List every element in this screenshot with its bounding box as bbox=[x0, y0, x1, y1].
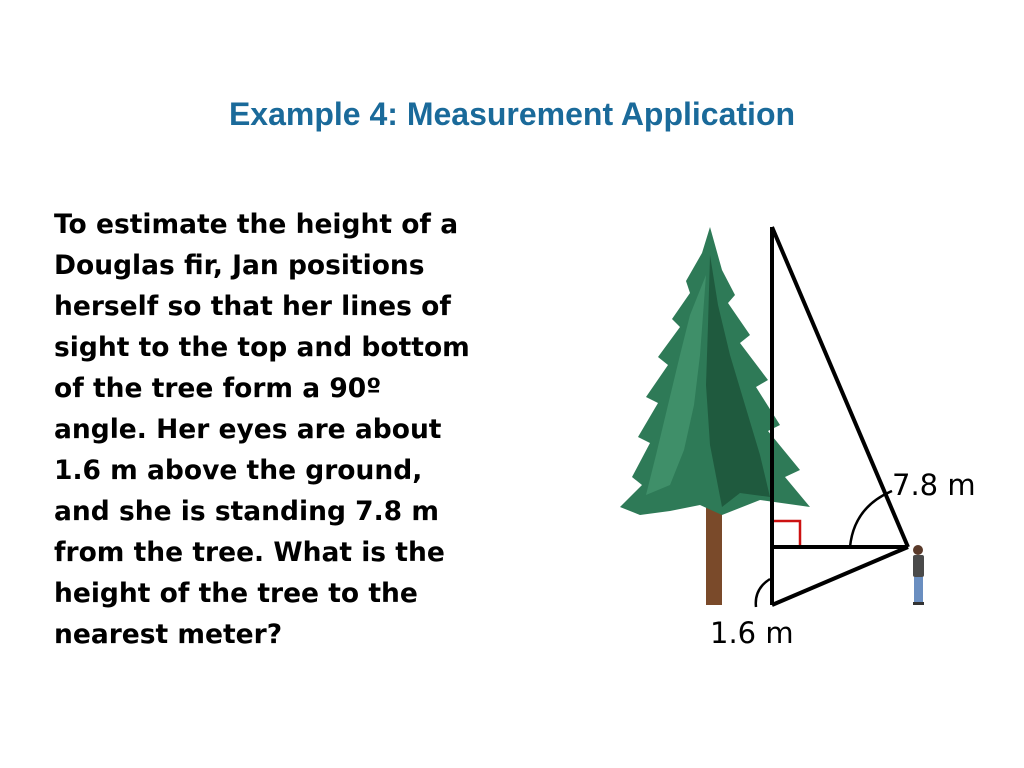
person-head bbox=[913, 545, 923, 555]
problem-line: of the tree form a 90º bbox=[54, 373, 382, 404]
sight-triangle bbox=[772, 227, 908, 605]
problem-line: height of the tree to the bbox=[54, 578, 418, 609]
problem-line: 1.6 m above the ground, bbox=[54, 455, 423, 486]
figure-svg bbox=[610, 215, 1010, 655]
problem-line: To estimate the height of a bbox=[54, 209, 459, 240]
sight-line-bottom bbox=[772, 547, 908, 605]
distance-label: 7.8 m bbox=[892, 468, 976, 502]
problem-text bbox=[54, 204, 614, 655]
angle-arc-bottom bbox=[756, 579, 770, 607]
problem-line: Douglas fir, Jan positions bbox=[54, 250, 425, 281]
person-shoes bbox=[913, 602, 924, 605]
problem-line: herself so that her lines of bbox=[54, 291, 451, 322]
problem-line: and she is standing 7.8 m bbox=[54, 496, 439, 527]
eye-height-label: 1.6 m bbox=[710, 616, 794, 650]
slide-title: Example 4: Measurement Application bbox=[228, 96, 796, 132]
person-torso bbox=[913, 555, 924, 577]
problem-line: sight to the top and bottom bbox=[54, 332, 470, 363]
problem-line: angle. Her eyes are about bbox=[54, 414, 442, 445]
person-legs bbox=[914, 577, 923, 603]
tree-triangle-figure bbox=[610, 215, 1010, 655]
problem-line: from the tree. What is the bbox=[54, 537, 445, 568]
problem-line: nearest meter? bbox=[54, 619, 283, 650]
person-figure bbox=[913, 545, 924, 605]
right-angle-marker bbox=[774, 521, 800, 545]
